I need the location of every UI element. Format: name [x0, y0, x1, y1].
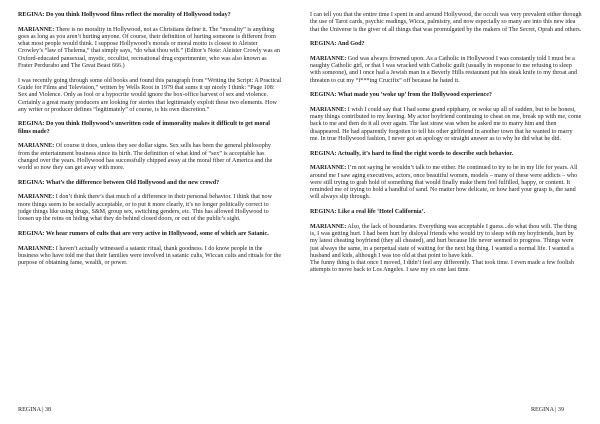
interview-answer: [18, 246, 282, 268]
right-column: [310, 12, 582, 282]
speaker-label: MARIANNE:: [310, 55, 347, 62]
speaker-label: MARIANNE:: [18, 26, 55, 33]
interview-answer: [310, 224, 582, 260]
answer-text: I haven’t actually witnessed a satanic ritual, thank goodness. I do know people in the business who have told me that their families were involved in satanic cults, Wiccan cults and rituals for the purpose of obtaining fame, wealth, or power.: [18, 245, 282, 267]
interview-question: REGINA: We hear rumors of cults that are very active in Hollywood, some of which are Satanic.: [18, 230, 269, 237]
speaker-label: MARIANNE:: [18, 143, 55, 150]
speaker-label: MARIANNE:: [310, 223, 347, 230]
page-folio: REGINA | 38: [18, 407, 52, 413]
speaker-label: MARIANNE:: [18, 194, 55, 201]
answer-text: Also, the lack of boundaries. Everything was acceptable I guess...do what thou wilt. The thing is, I was getting hurt. I had been hurt by disloyal friends who would try to sleep with my boyfriends, hurt by my latest cheating boyfriend (they all cheated), and hurt because life never seemed to progress. Things were just always the same, in a perpetual state of waiting for the next big thing. I wanted a normal life. I wanted a husband and kids, although I was too old at that point to have kids.: [310, 223, 577, 259]
answer-text: I wish I could say that I had some grand epiphany, or woke up all of sudden, but to be honest, many things contributed to my leaving. My actor boyfriend continuing to cheat on me, break up with me, come back to me and then do it all over again. The last straw was when he asked me to marry him and then disappeared. He had apparently forgotten to tell his other girlfriend in another town that he wanted to marry me. In true Hollywood fashion, I never got an apology or straight answer as to why he did what he did.: [310, 106, 582, 143]
page-folio: REGINA | 39: [530, 407, 564, 413]
speaker-label: MARIANNE:: [310, 106, 347, 113]
interview-answer: [18, 27, 282, 71]
interview-answer: [310, 56, 582, 85]
interview-question: REGINA: Do you think Hollywood’s unwritten code of immorality makes it difficult to get moral films made?: [18, 121, 270, 135]
body-paragraph: I can tell you that the entire time I spent in and around Hollywood, the occult was very prevalent either through the use of Tarot cards, psychic readings, Wicca, palmistry, and now especially so many are into this new idea that the Universe is the giver of all things that was promulgated by the makers of The Secret, Oprah and others.: [310, 12, 582, 33]
interview-question: REGINA: What made you ‘woke up’ from the Hollywood experience?: [310, 92, 492, 99]
interview-question: REGINA: Actually, it’s hard to find the right words to describe such behavior.: [310, 150, 514, 157]
right-page: [300, 0, 582, 424]
left-column: [18, 12, 282, 275]
speaker-label: MARIANNE:: [18, 245, 55, 252]
speaker-label: MARIANNE:: [310, 165, 347, 172]
interview-question: REGINA: Do you think Hollywood films reflect the morality of Hollywood today?: [18, 12, 231, 18]
answer-text: Of course it does, unless they see dollar signs. Sex sells has been the general philosophy from the entertainment business since its birth. The definition of what kind of “sex” is acceptable has changed over the years. Hollywood has successfully chipped away at the moral fiber of America and the world so now they can get away with more.: [18, 143, 273, 172]
interview-question: REGINA: What’s the difference between Old Hollywood and the new crowd?: [18, 179, 220, 186]
interview-answer: [310, 165, 582, 201]
interview-answer: [310, 107, 582, 143]
interview-answer: [18, 143, 282, 172]
interview-question: REGINA: And God?: [310, 41, 365, 48]
answer-text: I don’t think there’s that much of a difference in their personal behavior. I think that now more things seem to be socially acceptable, or to put it more clearly, it’s no longer politically correct to judge things like using drugs, S&M, group sex, switching genders, etc. This has allowed Hollywood to loosen up the reins on hiding what they do behind closed doors, or out of the public’s sight.: [18, 194, 272, 223]
body-paragraph: I was recently going through some old books and found this paragraph from “Writing the Script: A Practical Guide for Films and Television,” written by Wells Root in 1979 that sums it up nicely I think: “Page 108: Sex and Violence. Only as fool or a hypocrite would ignore the box-office harvest of sex and violence. Certainly a great many producers are looking for stories that legitimately exploit these two elements. How any writer or producer defines “legitimately” of course, is his own discretion.”: [18, 77, 282, 113]
left-page: [0, 0, 282, 424]
answer-text: I’m not saying he wouldn’t talk to me either. He continued to try to be in my life for years. All around me I saw aging executives, actors, once beautiful women, models – many of these were addicts – who were still trying to grab hold of something that would finally make them feel fulfilled, happy, or content. It reminded me of trying to hold a handful of sand. No matter how delicate, or how hard your grasp is, the sand will always slip through.: [310, 165, 578, 201]
answer-text: There is no morality in Hollywood, not as Christians define it. The “morality” is anything goes as long as you aren’t hurting anyone. Of course, their definition of hurting someone is different from what most people would think. I suppose Hollywood’s morals or moral motto is closest to Aleister Crowley’s “law of Thelema,” that simply says, “do what thou wilt.” (Editor’s Note: Aleister Crowly was an Oxford-educated pansexual, mystic, occultist, recreational drug experimenter, who was also known as Frater Perdurabo and The Great Beast 666.): [18, 26, 280, 70]
interview-answer: [18, 194, 282, 223]
interview-question: REGINA: Like a real life ‘Hotel California’.: [310, 209, 426, 216]
answer-text: God was always frowned upon. As a Catholic in Hollywood I was constantly told I must be a naughty Catholic girl, or that I was wracked with Catholic guilt (usually in response to me refusing to sleep with someone), and I once had a Jewish man in a Beverly Hills restaurant put his steak knife to my throat and threaten to cut my “f***ing Crucifix” off because he hated it.: [310, 55, 578, 84]
body-paragraph: The funny thing is that once I moved, I didn’t feel any differently. That took time. I even made a few foolish attempts to move back to Los Angeles. I saw my ex one last time.: [310, 260, 574, 274]
